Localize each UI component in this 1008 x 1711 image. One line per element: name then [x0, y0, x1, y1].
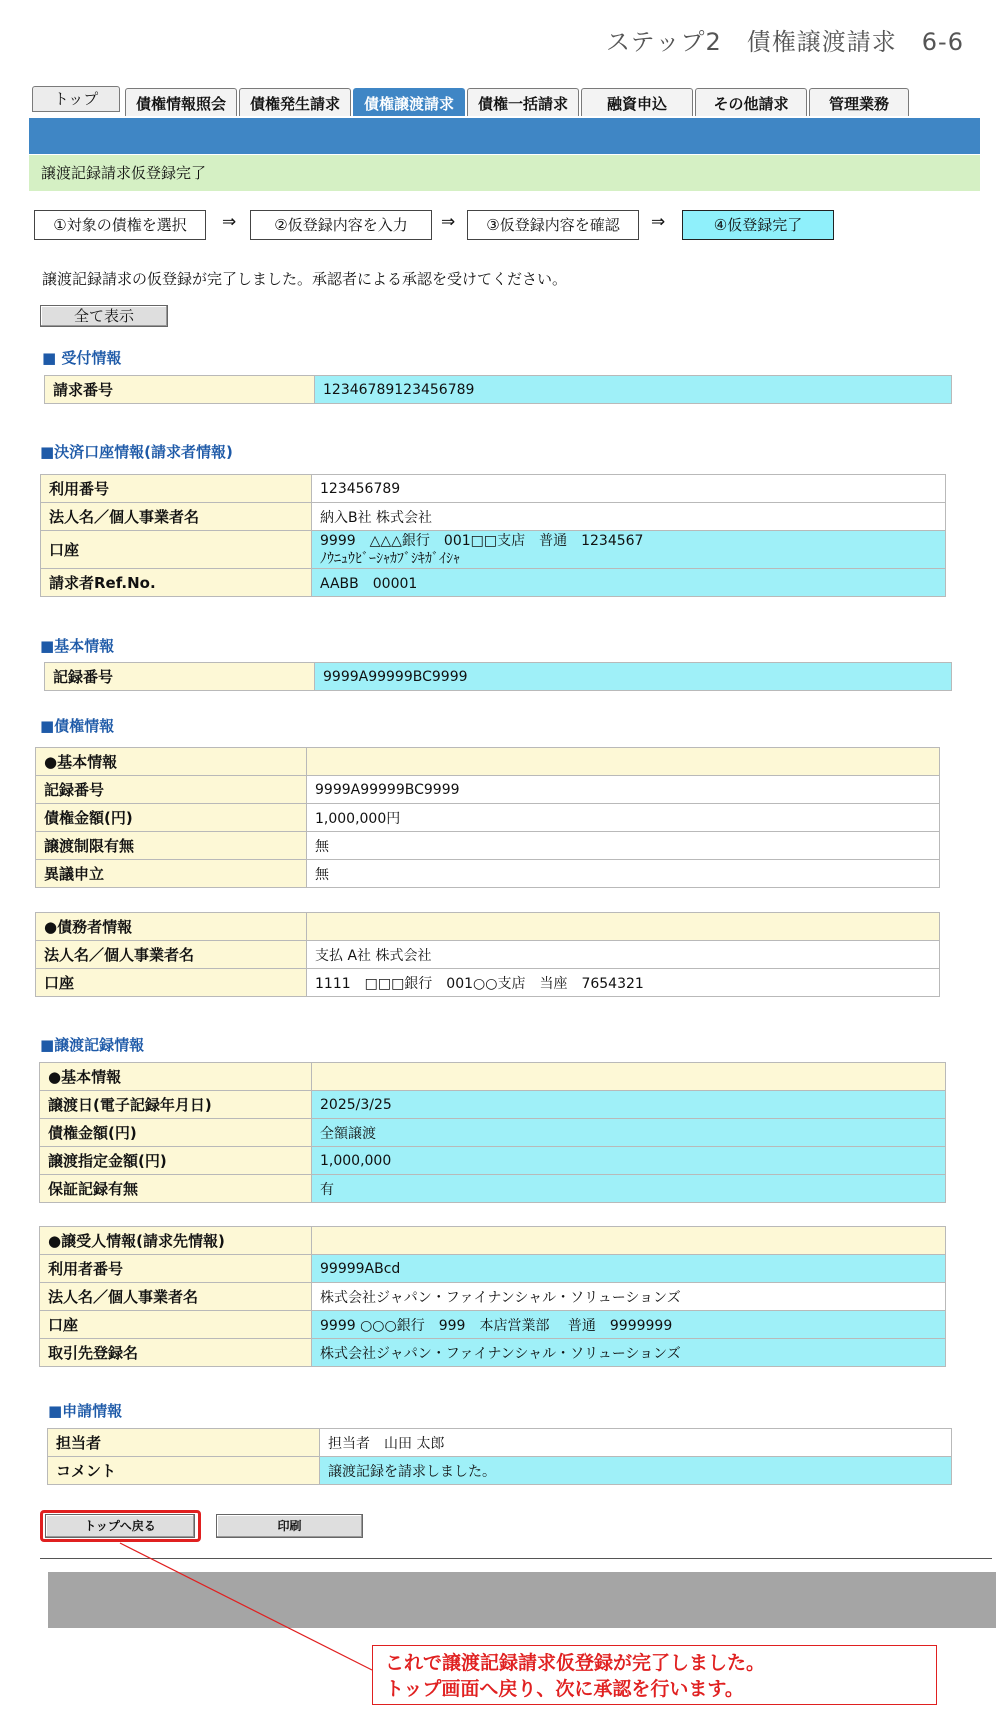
person-in-charge-label: 担当者: [48, 1429, 320, 1457]
company-name-label: 法人名／個人事業者名: [41, 503, 312, 531]
section-transfer-title: ■譲渡記録情報: [40, 1036, 145, 1054]
request-number-label: 請求番号: [45, 376, 315, 404]
ref-no-label: 請求者Ref.No.: [41, 569, 312, 597]
transfer-basic-header-spacer: [312, 1063, 946, 1091]
table-row: [45, 376, 952, 404]
table-row: [36, 941, 940, 969]
callout-line-1: これで譲渡記録請求仮登録が完了しました。: [385, 1652, 766, 1674]
comment-label: コメント: [48, 1457, 320, 1485]
record-number-value: 9999A99999BC9999: [315, 663, 952, 691]
back-to-top-highlight: [40, 1510, 201, 1542]
guarantee-record-label: 保証記録有無: [40, 1175, 312, 1203]
tab-top[interactable]: トップ: [32, 86, 120, 112]
transfer-specified-amount-value: 1,000,000: [312, 1147, 946, 1175]
table-row: [36, 748, 940, 776]
tab-underbar: [29, 118, 980, 154]
transfer-restriction-value: 無: [307, 832, 940, 860]
table-row: [40, 1255, 946, 1283]
assignee-table: [39, 1226, 946, 1367]
claim-amount-label: 債権金額(円): [36, 804, 307, 832]
assignee-name-label: 法人名／個人事業者名: [40, 1283, 312, 1311]
comment-value: 譲渡記録を請求しました。: [320, 1457, 952, 1485]
tab-other-requests[interactable]: その他請求: [695, 88, 807, 116]
completion-message: 譲渡記録請求の仮登録が完了しました。承認者による承認を受けてください。: [42, 270, 568, 288]
assignee-account-value: 9999 ○○○銀行 999 本店営業部 普通 9999999: [312, 1311, 946, 1339]
callout-line-2: トップ画面へ戻り、次に承認を行います。: [385, 1678, 744, 1700]
settlement-table: [40, 474, 946, 597]
section-reception-title: ■ 受付情報: [42, 349, 122, 367]
table-row: [40, 1283, 946, 1311]
claim-debtor-table: [35, 912, 940, 997]
footer-bar: [48, 1572, 996, 1628]
step-arrow-2: ⇒: [441, 212, 456, 232]
step-2: ②仮登録内容を入力: [250, 210, 432, 240]
objection-value: 無: [307, 860, 940, 888]
claim-basic-header: ●基本情報: [36, 748, 307, 776]
reception-table: [44, 375, 952, 404]
tab-claim-issuance[interactable]: 債権発生請求: [239, 88, 351, 116]
claim-basic-header-spacer: [307, 748, 940, 776]
partner-registration-value: 株式会社ジャパン・ファイナンシャル・ソリューションズ: [312, 1339, 946, 1367]
company-name-value: 納入B社 株式会社: [312, 503, 946, 531]
main-tabs: [32, 86, 980, 118]
account-value-line1: 9999 △△△銀行 001□□支店 普通 1234567: [320, 532, 644, 549]
ref-no-value: AABB 00001: [312, 569, 946, 597]
section-application-title: ■申請情報: [48, 1402, 123, 1420]
table-row: [36, 860, 940, 888]
transfer-restriction-label: 譲渡制限有無: [36, 832, 307, 860]
table-row: [40, 1339, 946, 1367]
transfer-basic-table: [39, 1062, 946, 1203]
transfer-claim-amount-label: 債権金額(円): [40, 1119, 312, 1147]
table-row: [40, 1119, 946, 1147]
account-label: 口座: [41, 531, 312, 569]
tab-claim-inquiry[interactable]: 債権情報照会: [125, 88, 237, 116]
tab-admin[interactable]: 管理業務: [809, 88, 909, 116]
table-row: [36, 913, 940, 941]
person-in-charge-value: 担当者 山田 太郎: [320, 1429, 952, 1457]
user-number-value: 123456789: [312, 475, 946, 503]
partner-registration-label: 取引先登録名: [40, 1339, 312, 1367]
table-row: [36, 804, 940, 832]
account-value: [312, 531, 946, 569]
transfer-specified-amount-label: 譲渡指定金額(円): [40, 1147, 312, 1175]
debtor-account-label: 口座: [36, 969, 307, 997]
table-row: [40, 1227, 946, 1255]
table-row: [48, 1457, 952, 1485]
assignee-user-number-value: 99999ABcd: [312, 1255, 946, 1283]
table-row: [40, 1175, 946, 1203]
table-row: [48, 1429, 952, 1457]
record-number-label: 記録番号: [45, 663, 315, 691]
print-button[interactable]: 印刷: [216, 1514, 363, 1538]
page-title: 譲渡記録請求仮登録完了: [29, 155, 980, 191]
assignee-account-label: 口座: [40, 1311, 312, 1339]
debtor-name-value: 支払 A社 株式会社: [307, 941, 940, 969]
table-row: [41, 475, 946, 503]
table-row: [40, 1063, 946, 1091]
account-value-line2: ﾉｳﾆｭｳﾋﾞｰｼｬｶﾌﾞｼｷｶﾞｲｼｬ: [320, 550, 460, 567]
table-row: [45, 663, 952, 691]
table-row: [41, 503, 946, 531]
show-all-button[interactable]: 全て表示: [40, 305, 168, 327]
basic-table: [44, 662, 952, 691]
claim-basic-table: [35, 747, 940, 888]
debtor-name-label: 法人名／個人事業者名: [36, 941, 307, 969]
claim-amount-value: 1,000,000円: [307, 804, 940, 832]
user-number-label: 利用番号: [41, 475, 312, 503]
footer-divider: [40, 1558, 992, 1559]
debtor-header: ●債務者情報: [36, 913, 307, 941]
assignee-header: ●譲受人情報(請求先情報): [40, 1227, 312, 1255]
tab-claim-transfer[interactable]: 債権譲渡請求: [353, 88, 465, 116]
step-arrow-3: ⇒: [651, 212, 666, 232]
assignee-name-value: 株式会社ジャパン・ファイナンシャル・ソリューションズ: [312, 1283, 946, 1311]
tab-bulk-request[interactable]: 債権一括請求: [467, 88, 579, 116]
step-4-current: ④仮登録完了: [682, 210, 834, 240]
section-claim-title: ■債権情報: [40, 717, 115, 735]
section-basic-title: ■基本情報: [40, 637, 115, 655]
step-1: ①対象の債権を選択: [34, 210, 206, 240]
request-number-value: 12346789123456789: [315, 376, 952, 404]
table-row: [41, 531, 946, 569]
assignee-header-spacer: [312, 1227, 946, 1255]
table-row: [36, 776, 940, 804]
instruction-callout: [372, 1645, 937, 1705]
objection-label: 異議申立: [36, 860, 307, 888]
transfer-claim-amount-value: 全額譲渡: [312, 1119, 946, 1147]
debtor-account-value: 1111 □□□銀行 001○○支店 当座 7654321: [307, 969, 940, 997]
assignee-user-number-label: 利用者番号: [40, 1255, 312, 1283]
table-row: [36, 969, 940, 997]
table-row: [40, 1091, 946, 1119]
claim-record-number-value: 9999A99999BC9999: [307, 776, 940, 804]
tab-financing[interactable]: 融資申込: [581, 88, 693, 116]
step-3: ③仮登録内容を確認: [467, 210, 639, 240]
section-settlement-title: ■決済口座情報(請求者情報): [40, 443, 233, 461]
claim-record-number-label: 記録番号: [36, 776, 307, 804]
table-row: [40, 1311, 946, 1339]
table-row: [41, 569, 946, 597]
transfer-date-label: 譲渡日(電子記録年月日): [40, 1091, 312, 1119]
debtor-header-spacer: [307, 913, 940, 941]
table-row: [40, 1147, 946, 1175]
step-arrow-1: ⇒: [222, 212, 237, 232]
transfer-date-value: 2025/3/25: [312, 1091, 946, 1119]
table-row: [36, 832, 940, 860]
guarantee-record-value: 有: [312, 1175, 946, 1203]
step-header: ステップ2 債権譲渡請求 6-6: [606, 28, 964, 56]
back-to-top-button[interactable]: トップへ戻る: [45, 1514, 195, 1538]
application-table: [47, 1428, 952, 1485]
transfer-basic-header: ●基本情報: [40, 1063, 312, 1091]
